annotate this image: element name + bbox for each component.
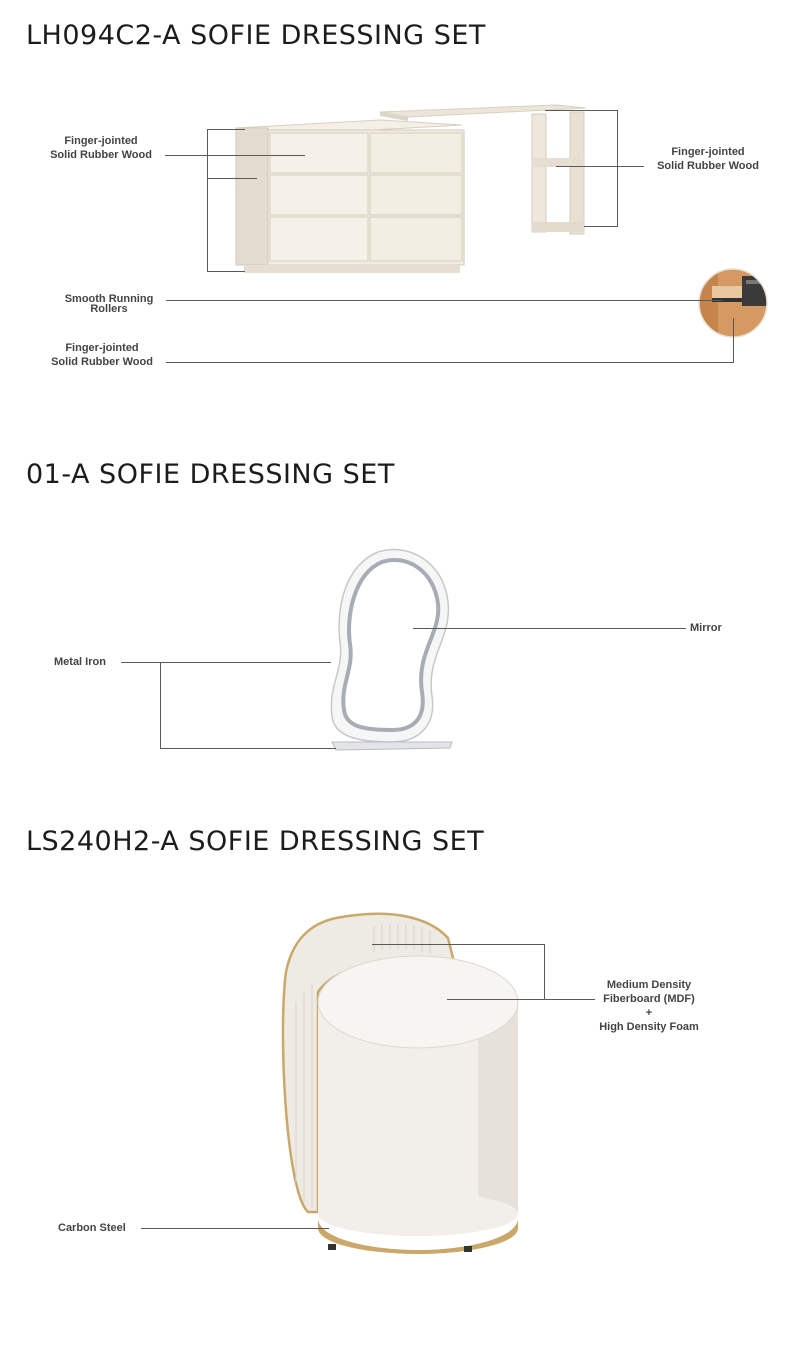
section-dresser [0, 0, 800, 420]
callout-line-rollers [166, 300, 722, 301]
label-mirror: Mirror [690, 622, 722, 634]
stool-image [278, 912, 524, 1252]
label-finger-jointed-bottom: Finger-jointed Solid Rubber Wood [51, 342, 153, 368]
callout-bracket-top-h [207, 129, 245, 130]
callout-bracket-iron-v [160, 662, 161, 749]
callout-bracket-right-top [545, 110, 617, 111]
callout-bracket-mid-h [207, 178, 257, 179]
callout-line-top-left [165, 155, 305, 156]
callout-line-bottom-v [733, 318, 734, 363]
callout-bracket-right-v [617, 110, 618, 227]
label-mdf-foam: Medium Density Fiberboard (MDF) + High Density Foam [599, 979, 699, 1033]
section-title-dresser: LH094C2-A SOFIE DRESSING SET [26, 20, 486, 51]
callout-bracket-iron-h [160, 748, 336, 749]
label-finger-jointed-left: Finger-jointed Solid Rubber Wood [50, 135, 152, 161]
section-title-mirror: 01-A SOFIE DRESSING SET [26, 459, 395, 490]
label-metal-iron: Metal Iron [54, 656, 106, 668]
section-mirror [0, 440, 800, 800]
callout-bracket-bot-h [207, 271, 245, 272]
callout-line-carbon-steel [141, 1228, 329, 1229]
label-finger-jointed-right: Finger-jointed Solid Rubber Wood [657, 146, 759, 172]
label-smooth-running-rollers: Smooth Running Rollers [64, 293, 154, 315]
callout-bracket-right-bot [584, 226, 617, 227]
callout-bracket-seat-v [544, 944, 545, 1000]
section-title-stool: LS240H2-A SOFIE DRESSING SET [26, 826, 485, 857]
mirror-image [322, 546, 462, 752]
callout-line-top-right [556, 166, 644, 167]
callout-line-metal-iron [121, 662, 331, 663]
callout-bracket-seat-h [372, 944, 544, 945]
dresser-image [230, 100, 590, 280]
label-carbon-steel: Carbon Steel [58, 1222, 126, 1234]
callout-bracket-top [207, 129, 208, 272]
callout-line-bottom-left [166, 362, 734, 363]
callout-line-seat [447, 999, 595, 1000]
section-stool [0, 808, 800, 1350]
callout-line-mirror [413, 628, 686, 629]
